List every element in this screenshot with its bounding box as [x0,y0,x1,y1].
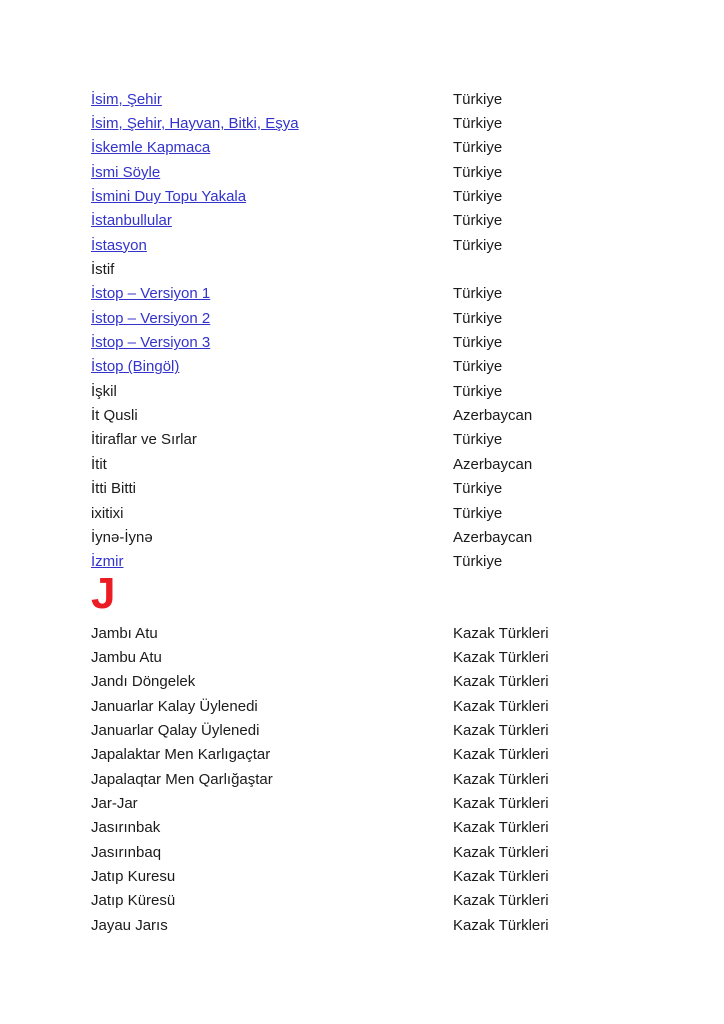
game-link[interactable]: İsmini Duy Topu Yakala [91,188,247,206]
game-row [91,477,711,501]
game-name: İt Qusli [91,407,138,425]
game-link[interactable]: İstop (Bingöl) [91,358,180,376]
country-label: Kazak Türkleri [453,673,549,691]
game-row [91,428,711,452]
game-row [91,379,711,403]
game-link[interactable]: İstanbullular [91,212,172,230]
game-name: İstif [91,261,115,279]
game-name: Jambu Atu [91,649,162,667]
game-row [91,816,711,840]
country-label: Türkiye [453,139,503,157]
game-row [91,621,711,645]
country-label: Azerbaycan [453,407,533,425]
country-label: Türkiye [453,358,503,376]
game-name: Japalaqtar Men Qarlığaştar [91,770,273,788]
game-name: Jar-Jar [91,795,138,813]
game-row [91,913,711,937]
game-row [91,670,711,694]
country-label: Türkiye [453,431,503,449]
country-label: Türkiye [453,382,503,400]
game-name: İynə-İynə [91,528,153,546]
game-row [91,743,711,767]
game-row [91,209,711,233]
game-name: ixitixi [91,504,124,522]
country-label: Türkiye [453,309,503,327]
country-label: Kazak Türkleri [453,746,549,764]
game-row [91,840,711,864]
game-row [91,525,711,549]
game-row [91,791,711,815]
game-row [91,864,711,888]
game-name: İtit [91,455,107,473]
game-link[interactable]: İsmi Söyle [91,163,161,181]
country-label: Kazak Türkleri [453,649,549,667]
country-label: Türkiye [453,480,503,498]
country-label: Türkiye [453,188,503,206]
game-row [91,645,711,669]
game-row [91,136,711,160]
country-label: Kazak Türkleri [453,916,549,934]
game-list-section-i [91,87,711,574]
game-name: Jayau Jarıs [91,916,168,934]
game-name: Jambı Atu [91,624,158,642]
game-list-section-j [91,621,711,937]
game-name: Jasırınbaq [91,843,162,861]
game-link[interactable]: İsim, Şehir [91,90,162,108]
game-name: İtiraflar ve Sırlar [91,431,197,449]
game-name: İşkil [91,382,117,400]
game-row [91,233,711,257]
game-link[interactable]: İsim, Şehir, Hayvan, Bitki, Eşya [91,115,299,133]
game-row [91,111,711,135]
game-row [91,355,711,379]
country-label: Türkiye [453,163,503,181]
game-name: Jatıp Küresü [91,892,176,910]
country-label: Kazak Türkleri [453,624,549,642]
game-name: Januarlar Kalay Üylenedi [91,697,258,715]
country-label: Azerbaycan [453,455,533,473]
game-row [91,694,711,718]
game-name: Januarlar Qalay Üylenedi [91,722,260,740]
game-row [91,889,711,913]
game-row [91,306,711,330]
country-label: Azerbaycan [453,528,533,546]
country-label: Türkiye [453,212,503,230]
game-row [91,718,711,742]
game-row [91,501,711,525]
country-label: Kazak Türkleri [453,795,549,813]
game-row [91,282,711,306]
country-label: Kazak Türkleri [453,843,549,861]
game-row [91,403,711,427]
country-label: Kazak Türkleri [453,819,549,837]
country-label: Türkiye [453,236,503,254]
game-row [91,330,711,354]
game-row [91,184,711,208]
game-row [91,257,711,281]
country-label: Kazak Türkleri [453,697,549,715]
country-label: Türkiye [453,90,503,108]
country-label: Türkiye [453,504,503,522]
country-label: Kazak Türkleri [453,770,549,788]
game-link[interactable]: İstop – Versiyon 2 [91,309,211,327]
game-row [91,767,711,791]
game-link[interactable]: İstop – Versiyon 3 [91,334,211,352]
game-name: Jandı Döngelek [91,673,196,691]
country-label: Türkiye [453,285,503,303]
country-label: Kazak Türkleri [453,868,549,886]
country-label: Kazak Türkleri [453,892,549,910]
game-name: Japalaktar Men Karlıgaçtar [91,746,271,764]
game-link[interactable]: İstasyon [91,236,147,254]
game-row [91,160,711,184]
game-link[interactable]: İzmir [91,553,124,571]
game-link[interactable]: İstop – Versiyon 1 [91,285,211,303]
country-label: Türkiye [453,553,503,571]
country-label: Türkiye [453,115,503,133]
game-row [91,87,711,111]
game-row [91,550,711,574]
country-label: Kazak Türkleri [453,722,549,740]
section-heading-j: J [91,569,116,618]
game-name: İtti Bitti [91,480,137,498]
game-name: Jasırınbak [91,819,161,837]
game-row [91,452,711,476]
game-link[interactable]: İskemle Kapmaca [91,139,211,157]
country-label: Türkiye [453,334,503,352]
game-name: Jatıp Kuresu [91,868,176,886]
